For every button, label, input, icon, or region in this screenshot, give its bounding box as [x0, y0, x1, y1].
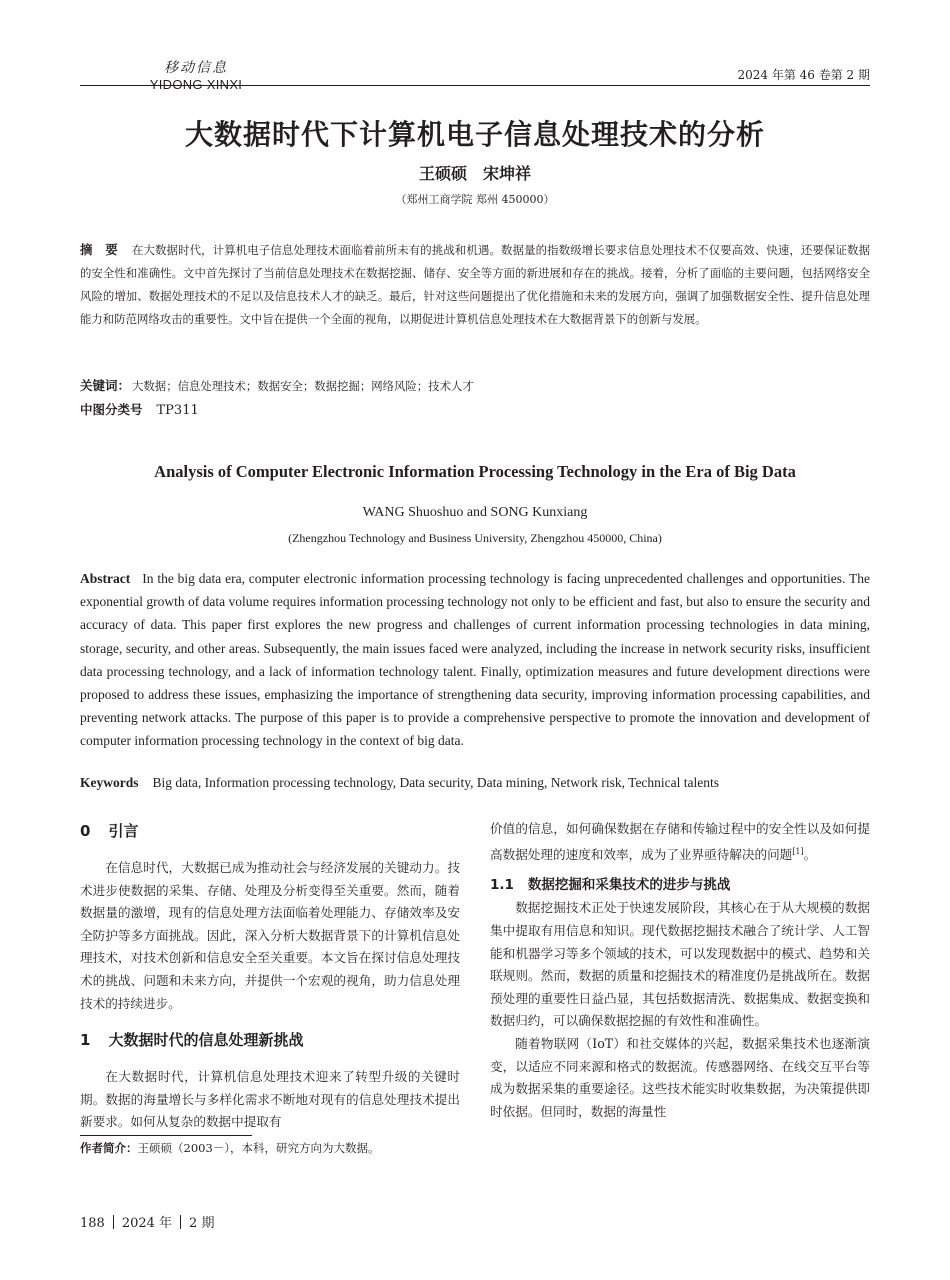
journal-name-cn: 移动信息 [164, 60, 228, 76]
affiliation-cn: （郑州工商学院 郑州 450000） [395, 193, 555, 206]
page-number: 188 [80, 1216, 105, 1231]
clc-value: TP311 [156, 403, 199, 418]
footnote-rule [80, 1135, 252, 1136]
section-title: 大数据时代的信息处理新挑战 [108, 1031, 304, 1050]
author-note [80, 1139, 460, 1157]
footer-separator [113, 1215, 114, 1229]
issue-info: 2024 年第 46 卷第 2 期 [737, 68, 870, 82]
keywords-en-label: Keywords [80, 775, 139, 790]
section-number: 1.1 [490, 877, 514, 894]
title-cn: 大数据时代下计算机电子信息处理技术的分析 [184, 118, 765, 151]
section-1-1-paragraph-2: 随着物联网（IoT）和社交媒体的兴起，数据采集技术也逐渐演变，以适应不同来源和格式的数据流。传感器网络、在线交互平台等成为数据采集的重要途径。这些技术能实时收集数据，为决策提供即时依据。但同时，数据的海量性 [490, 1035, 870, 1119]
section-number: 0 [80, 822, 91, 840]
author-note-label: 作者简介： [80, 1140, 138, 1155]
section-1-1-heading [490, 873, 870, 893]
page-footer [80, 1212, 214, 1231]
header-rule [80, 85, 870, 86]
affiliation-en: (Zhengzhou Technology and Business University, Zhengzhou 450000, China) [288, 531, 662, 545]
abstract-en-text: In the big data era, computer electronic information processing technology is facing unprecedented challenges and opportunities. The exponential growth of data volume requires information processing technology not only to be efficient and fast, but also to ensure the security and accuracy of data. This paper first explores the new progress and challenges of current information processing technologies in data mining, storage, security, and other areas. Subsequently, the main issues faced were analyzed, including the increase in network security risks, insufficient data processing technology, and a lack of information technology talent. Finally, optimization measures and future development directions were proposed to address these issues, emphasizing the importance of strengthening data security, improving information processing capabilities, and preventing network attacks. The purpose of this paper is to provide a comprehensive perspective to promote the innovation and development of computer information processing technology in the context of big data. [80, 571, 870, 749]
section-title: 引言 [108, 822, 139, 840]
continued-end: 。 [803, 846, 817, 862]
section-0-heading [80, 820, 460, 841]
footer-year: 2024 年 [121, 1216, 173, 1231]
journal-logo [96, 60, 296, 92]
abstract-cn [80, 238, 870, 331]
footer-separator [180, 1215, 181, 1229]
authors-en: WANG Shuoshuo and SONG Kunxiang [362, 505, 588, 520]
abstract-cn-label: 摘 要 [80, 242, 118, 257]
author-note-text: 王硕硕（2003－），本科，研究方向为大数据。 [137, 1140, 380, 1155]
keywords-en [80, 773, 870, 793]
citation-ref: [1] [792, 846, 804, 856]
journal-name-en: YIDONG XINXI [149, 77, 243, 92]
title-en: Analysis of Computer Electronic Information Processing Technology in the Era of Big Data [154, 462, 796, 481]
left-column [80, 820, 460, 1157]
section-1-1-paragraph-1: 数据挖掘技术正处于快速发展阶段，其核心在于从大规模的数据集中提取有用信息和知识。现代数据挖掘技术融合了统计学、人工智能和机器学习等多个领域的技术，可以发现数据中的模式、趋势和关联规则。然而，数据的质量和挖掘技术的精准度仍是挑战所在。数据预处理的重要性日益凸显，其包括数据清洗、数据集成、数据变换和数据归约，可以确保数据挖掘的有效性和准确性。 [490, 900, 870, 1029]
clc-number [80, 401, 870, 420]
authors-cn: 王硕硕 宋坤祥 [418, 164, 531, 183]
keywords-cn [80, 377, 870, 395]
keywords-en-text: Big data, Information processing technology, Data security, Data mining, Network risk, Technical talents [152, 775, 720, 790]
section-1-paragraph: 在大数据时代，计算机信息处理技术迎来了转型升级的关键时期。数据的海量增长与多样化需求不断地对现有的信息处理技术提出新要求。如何从复杂的数据中提取有 [80, 1069, 460, 1130]
abstract-cn-text: 在大数据时代，计算机电子信息处理技术面临着前所未有的挑战和机遇。数据量的指数级增长要求信息处理技术不仅要高效、快速，还要保证数据的安全性和准确性。文中首先探讨了当前信息处理技术在数据挖掘、储存、安全等方面的新进展和存在的挑战。接着，分析了面临的主要问题，包括网络安全风险的增加、数据处理技术的不足以及信息技术人才的缺乏。最后，针对这些问题提出了优化措施和未来的发展方向，强调了加强数据安全性、提升信息处理能力和防范网络攻击的重要性。文中旨在提供一个全面的视角，以期促进计算机信息处理技术在大数据背景下的创新与发展。 [80, 243, 870, 326]
keywords-cn-text: 大数据；信息处理技术；数据安全；数据挖掘；网络风险；技术人才 [132, 379, 474, 393]
right-column [490, 818, 870, 1123]
continued-paragraph [490, 818, 870, 866]
section-title: 数据挖掘和采集技术的进步与挑战 [527, 877, 731, 894]
section-number: 1 [80, 1031, 91, 1050]
abstract-en [80, 567, 870, 753]
abstract-en-label: Abstract [80, 571, 131, 586]
continued-text: 价值的信息，如何确保数据在存储和传输过程中的安全性以及如何提高数据处理的速度和效率，成为了业界亟待解决的问题 [490, 821, 870, 862]
section-1-heading [80, 1029, 460, 1050]
footer-issue: 2 期 [189, 1216, 215, 1231]
intro-paragraph: 在信息时代，大数据已成为推动社会与经济发展的关键动力。技术进步使数据的采集、存储、处理及分析变得至关重要。然而，随着数据量的激增，现有的信息处理方法面临着处理能力、存储效率及安全防护等多方面挑战。因此，深入分析大数据背景下的计算机信息处理技术，对技术创新和信息安全至关重要。本文旨在探讨信息处理技术的挑战、问题和未来方向，并提供一个宏观的视角，助力信息处理技术的持续进步。 [80, 860, 460, 1011]
clc-label: 中图分类号 [80, 402, 143, 417]
keywords-cn-label: 关键词： [80, 378, 131, 393]
